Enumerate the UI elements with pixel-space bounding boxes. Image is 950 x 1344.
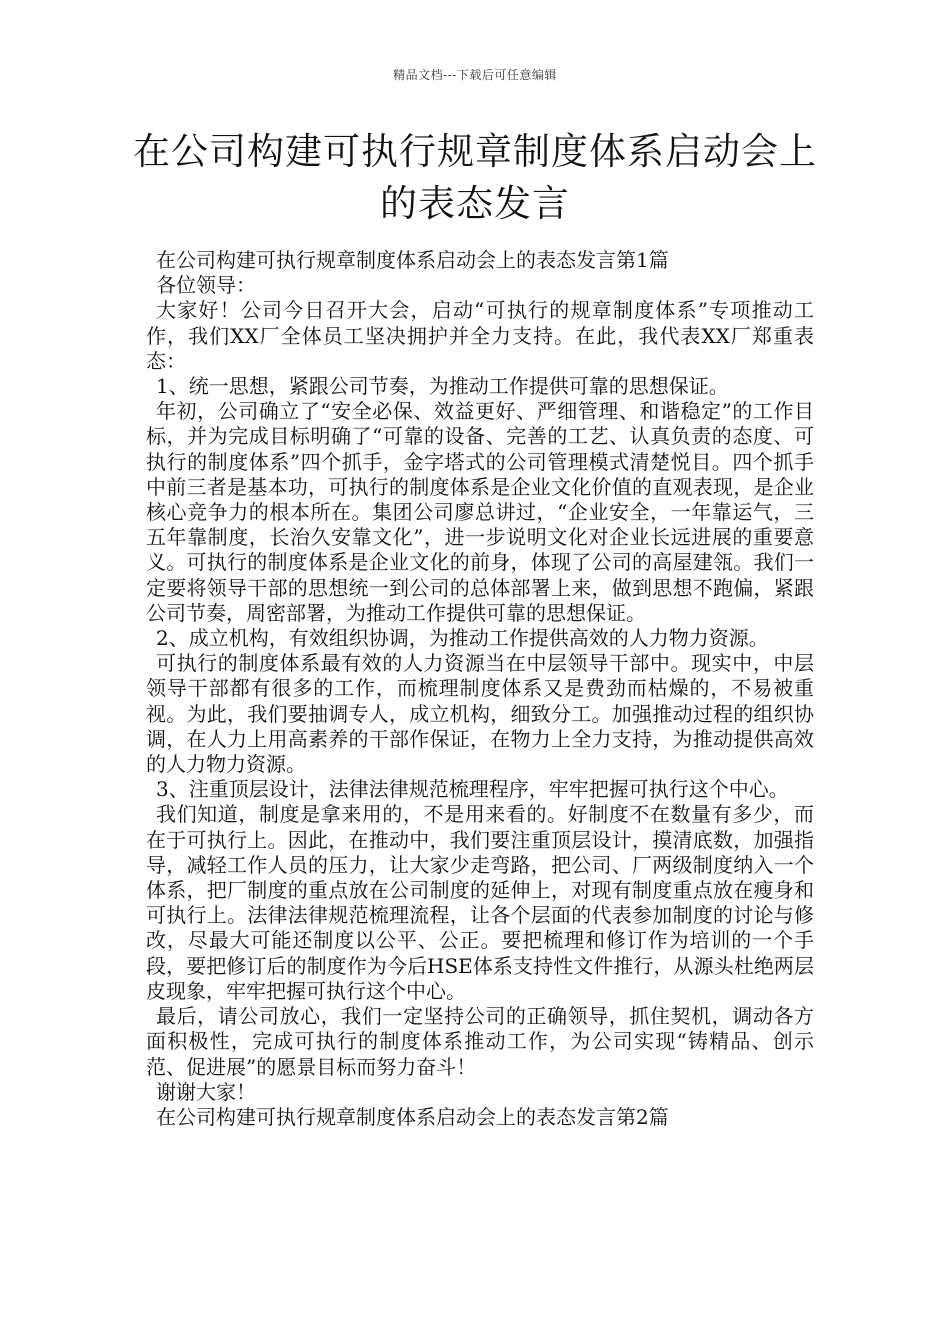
closing-thanks: 谢谢大家！ <box>156 1079 256 1104</box>
paragraph: 可执行的制度体系最有效的人力资源当在中层领导干部中。现实中，中层领导干部都有很多的工作，而梳理制度体系又是费劲而枯燥的，不易被重视。为此，我们要抽调专人，成立机构，细致分工。加强推动过程的组织协调，在人力上用高素养的干部作保证，在物力上全力支持，为推动提供高效的人力物力资源。 <box>146 651 814 777</box>
paragraph: 年初，公司确立了“安全必保、效益更好、严细管理、和谐稳定”的工作目标，并为完成目标明确了“可靠的设备、完善的工艺、认真负责的态度、可执行的制度体系”四个抓手，金字塔式的公司管理模式清楚悦目。四个抓手中前三者是基本功，可执行的制度体系是企业文化价值的直观表现，是企业核心竞争力的根本所在。集团公司廖总讲过，“企业安全，一年靠运气，三五年靠制度，长治久安靠文化”，进一步说明文化对企业长远进展的重要意义。可执行的制度体系是企业文化的前身，体现了公司的高屋建瓴。我们一定要将领导干部的思想统一到公司的总体部署上来，做到思想不跑偏，紧跟公司节奏，周密部署，为推动工作提供可靠的思想保证。 <box>146 399 814 625</box>
paragraph: 大家好！公司今日召开大会，启动“可执行的规章制度体系”专项推动工作，我们XX厂全体员工坚决拥护并全力支持。在此，我代表XX厂郑重表态： <box>146 298 814 373</box>
point-heading: 2、成立机构，有效组织协调，为推动工作提供高效的人力物力资源。 <box>156 626 769 651</box>
section-heading: 在公司构建可执行规章制度体系启动会上的表态发言第1篇 <box>156 248 669 272</box>
paragraph: 我们知道，制度是拿来用的，不是用来看的。好制度不在数量有多少，而在于可执行上。因此，在推动中，我们要注重顶层设计，摸清底数，加强指导，减轻工作人员的压力，让大家少走弯路，把公司、厂两级制度纳入一个体系，把厂制度的重点放在公司制度的延伸上，对现有制度重点放在瘦身和可执行上。法律法律规范梳理流程，让各个层面的代表参加制度的讨论与修改，尽最大可能还制度以公平、公正。要把梳理和修订作为培训的一个手段，要把修订后的制度作为今后HSE体系支持性文件推行，从源头杜绝两层皮现象，牢牢把握可执行这个中心。 <box>146 802 814 1003</box>
title-line-1: 在公司构建可执行规章制度体系启动会上 <box>133 130 817 173</box>
point-heading: 1、统一思想，紧跟公司节奏，为推动工作提供可靠的思想保证。 <box>156 374 729 399</box>
title-line-2: 的表态发言 <box>380 182 570 225</box>
document-title <box>100 126 850 230</box>
salutation: 各位领导： <box>156 273 256 298</box>
point-heading: 3、注重顶层设计，法律法律规范梳理程序，牢牢把握可执行这个中心。 <box>156 777 789 802</box>
document-body <box>146 248 814 1130</box>
section-heading: 在公司构建可执行规章制度体系启动会上的表态发言第2篇 <box>156 1104 669 1129</box>
paragraph: 最后，请公司放心，我们一定坚持公司的正确领导，抓住契机，调动各方面积极性，完成可执行的制度体系推动工作，为公司实现“铸精品、创示范、促进展”的愿景目标而努力奋斗！ <box>146 1004 814 1079</box>
header-note: 精品文档---下载后可任意编辑 <box>393 68 557 82</box>
